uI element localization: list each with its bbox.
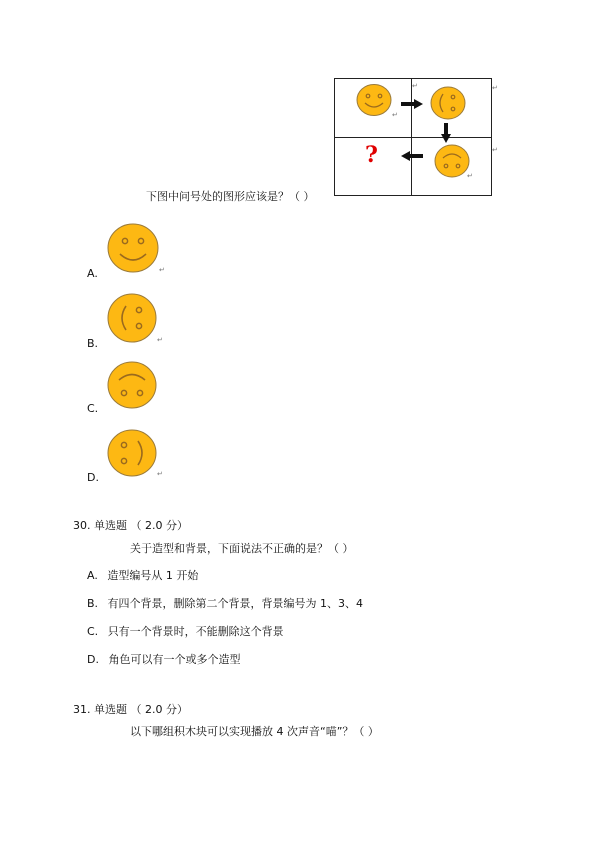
option-text: 只有一个背景时，不能删除这个背景 xyxy=(107,625,284,638)
arrow-right-icon xyxy=(401,99,423,109)
option-text: 有四个背景，删除第二个背景，背景编号为 1、3、4 xyxy=(107,597,364,610)
question-prompt: 下图中问号处的图形应该是？（ ） xyxy=(146,190,315,203)
grid-divider xyxy=(335,137,491,138)
option-a[interactable] xyxy=(87,569,198,583)
question-mark: ? xyxy=(365,142,378,168)
option-letter: D. xyxy=(87,653,99,666)
smile-face-icon[interactable] xyxy=(106,222,160,274)
paragraph-mark-icon: ↵ xyxy=(492,84,498,92)
option-letter: A. xyxy=(87,569,98,582)
arrow-down-icon xyxy=(441,123,451,143)
upside-down-face-icon[interactable] xyxy=(106,360,158,410)
upside-down-face-icon xyxy=(433,143,471,179)
paragraph-mark-icon: ↵ xyxy=(412,82,418,90)
paragraph-mark-icon: ↵ xyxy=(157,336,163,344)
rotated-face-icon xyxy=(429,85,467,121)
smile-face-icon xyxy=(355,83,393,117)
option-text: 造型编号从 1 开始 xyxy=(107,569,199,582)
option-letter: B. xyxy=(87,337,99,350)
option-b[interactable] xyxy=(87,597,363,611)
paragraph-mark-icon: ↵ xyxy=(492,146,498,154)
question-header: 30. 单选题 （ 2.0 分） xyxy=(73,519,188,532)
paragraph-mark-icon: ↵ xyxy=(157,470,163,478)
rotated-left-face-icon[interactable] xyxy=(106,292,158,344)
question-prompt: 关于造型和背景，下面说法不正确的是？（ ） xyxy=(130,542,354,555)
paragraph-mark-icon: ↵ xyxy=(159,266,165,274)
option-letter: A. xyxy=(87,267,98,280)
rotated-right-face-icon[interactable] xyxy=(106,428,158,478)
option-letter: D. xyxy=(87,471,99,484)
option-letter: B. xyxy=(87,597,99,610)
paragraph-mark-icon: ↵ xyxy=(392,111,398,119)
option-text: 角色可以有一个或多个造型 xyxy=(108,653,241,666)
question-prompt: 以下哪组积木块可以实现播放 4 次声音“喵”？（ ） xyxy=(130,725,379,738)
option-letter: C. xyxy=(87,625,99,638)
option-c[interactable] xyxy=(87,625,284,639)
arrow-left-icon xyxy=(401,151,423,161)
option-letter: C. xyxy=(87,402,99,415)
option-d[interactable] xyxy=(87,653,240,667)
paragraph-mark-icon: ↵ xyxy=(467,172,473,180)
question-header: 31. 单选题 （ 2.0 分） xyxy=(73,703,188,716)
